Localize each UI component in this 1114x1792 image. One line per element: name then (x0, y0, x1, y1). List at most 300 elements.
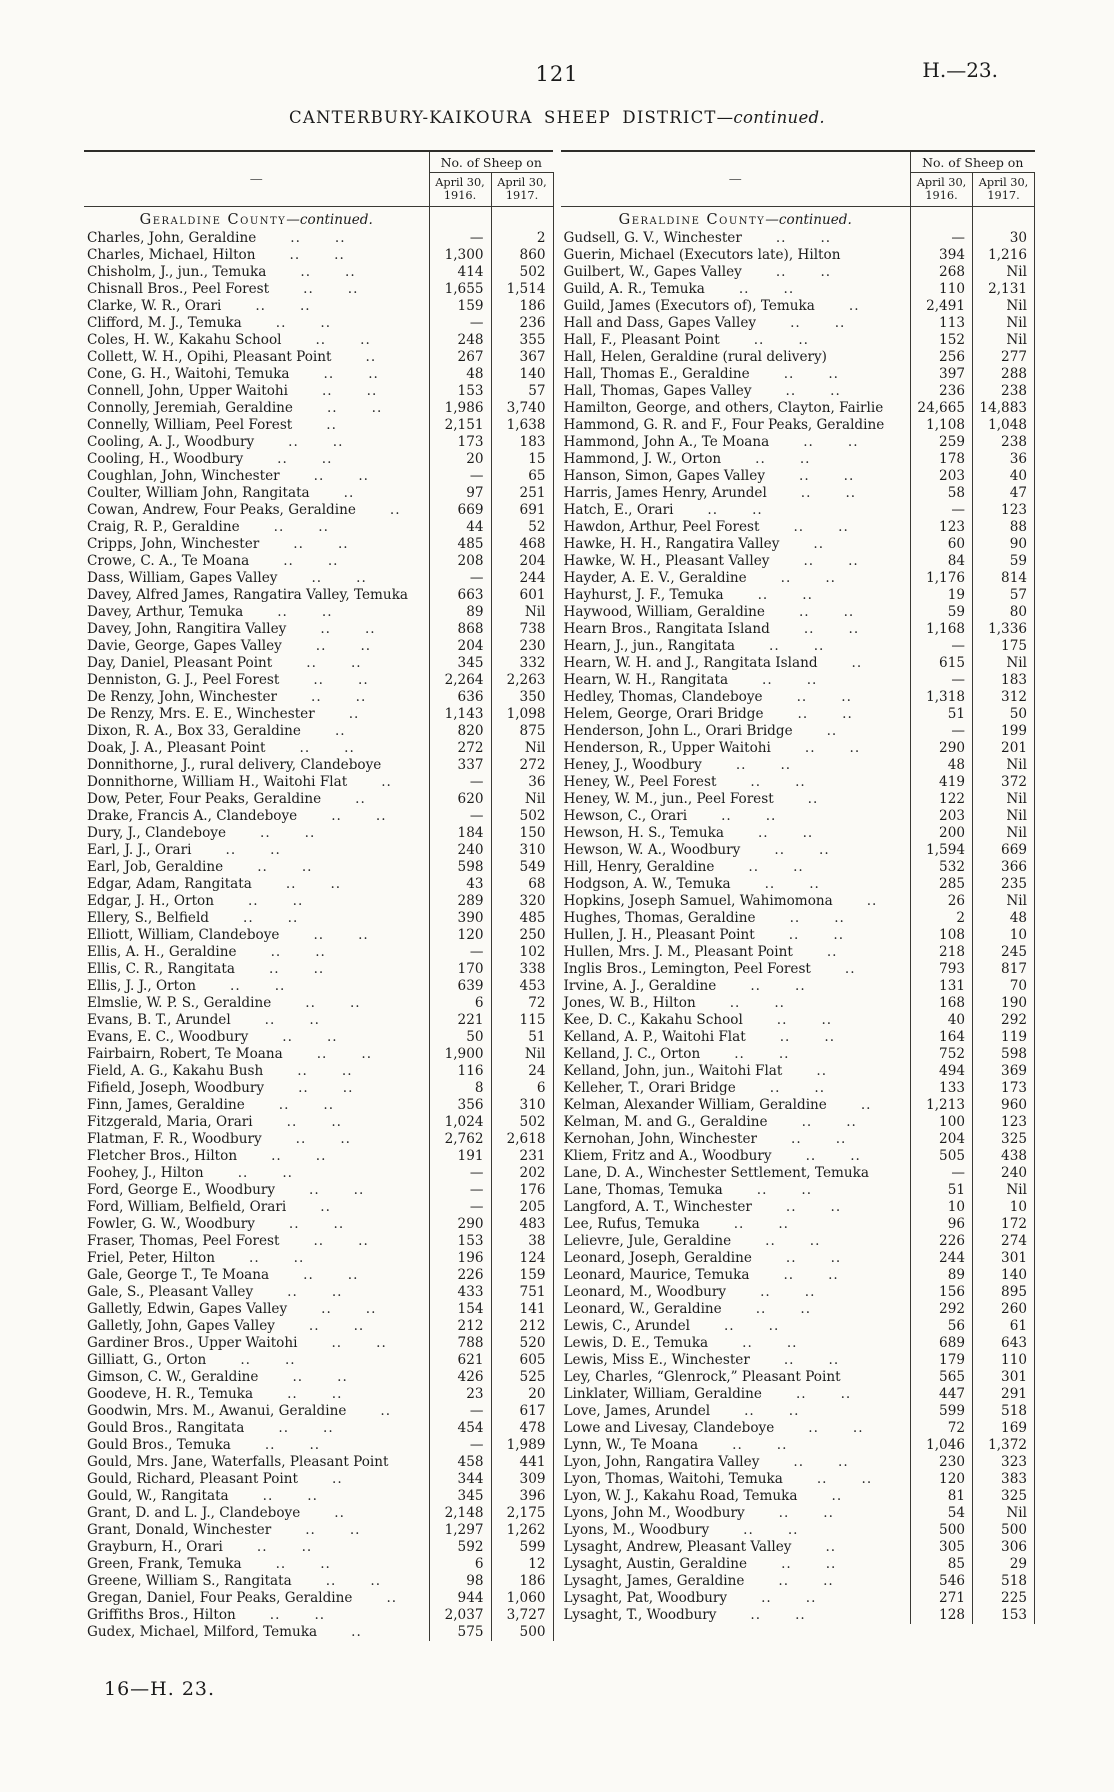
sheep-1916-cell: 100 (911, 1114, 973, 1131)
leader-dots: .. (707, 502, 719, 518)
owner-name-cell: Fowler, G. W., Woodbury .. .. (87, 1216, 345, 1232)
owner-name-cell: Hodgson, A. W., Temuka .. .. (563, 876, 820, 892)
sheep-1917-cell: 30 (973, 230, 1035, 247)
leader-dots: .. (326, 400, 338, 416)
column-header-1917: April 30, 1917. (491, 173, 553, 207)
owner-name-cell: Hearn, W. H. and J., Rangitata Island .. (563, 655, 863, 671)
leader-dots: .. (852, 1420, 864, 1436)
sheep-1916-cell: 1,594 (911, 842, 973, 859)
owner-name-cell: Galletly, John, Gapes Valley .. .. (87, 1318, 365, 1334)
sheep-1917-cell: 2,618 (491, 1131, 553, 1148)
sheep-1917-cell: 52 (491, 519, 553, 536)
owner-name-cell: Fifield, Joseph, Woodbury .. .. (87, 1080, 354, 1096)
sheep-1916-cell: 820 (429, 723, 491, 740)
sheep-1917-cell: 520 (491, 1335, 553, 1352)
leader-dots: .. (861, 1471, 873, 1487)
sheep-1916-cell: 2,037 (429, 1607, 491, 1624)
leader-dots: .. (311, 570, 323, 586)
leader-dots: .. (275, 1556, 287, 1572)
leader-dots: .. (271, 1148, 282, 1164)
column-header-1917: April 30, 1917. (973, 173, 1035, 207)
leader-dots: .. (274, 978, 286, 994)
leader-dots: .. (729, 995, 741, 1011)
leader-dots: .. (799, 468, 810, 484)
sheep-1917-cell: 172 (973, 1216, 1035, 1233)
leader-dots: .. (793, 859, 804, 875)
owner-name-cell: Davey, John, Rangitira Valley .. .. (87, 621, 376, 637)
table-row (561, 417, 1035, 434)
leader-dots: .. (356, 570, 367, 586)
sheep-1916-cell: 168 (911, 995, 973, 1012)
table-row (84, 808, 553, 825)
leader-dots: .. (803, 434, 814, 450)
leader-dots: .. (845, 485, 857, 501)
owner-name-cell: Fairbairn, Robert, Te Moana .. .. (87, 1046, 373, 1062)
table-row (84, 1012, 553, 1029)
sheep-1916-cell: 285 (911, 876, 973, 893)
owner-name-cell: Davey, Arthur, Temuka .. .. (87, 604, 333, 620)
table-row (561, 264, 1035, 281)
sheep-1916-cell: 51 (911, 1182, 973, 1199)
table-row (84, 468, 553, 485)
owner-name-cell: Kelland, John, jun., Waitohi Flat .. (563, 1063, 828, 1079)
leader-dots: .. (273, 519, 285, 535)
table-row (84, 1318, 553, 1335)
sheep-1916-cell: 256 (911, 349, 973, 366)
sheep-1916-cell: 154 (429, 1301, 491, 1318)
leader-dots: .. (761, 1590, 772, 1606)
leader-dots: .. (779, 1029, 791, 1045)
owner-name-cell: Hatch, E., Orari .. .. (563, 502, 763, 518)
sheep-1917-cell: 453 (491, 978, 553, 995)
table-row (84, 587, 553, 604)
leader-dots: .. (765, 1233, 776, 1249)
sheep-1916-cell: 26 (911, 893, 973, 910)
leader-dots: .. (743, 1522, 754, 1538)
sheep-1916-cell: 1,655 (429, 281, 491, 298)
owner-name-cell: Guilbert, W., Gapes Valley .. .. (563, 264, 832, 280)
sheep-1916-cell: 240 (429, 842, 491, 859)
leader-dots: .. (820, 230, 832, 246)
table-row (84, 1607, 553, 1624)
table-row (84, 791, 553, 808)
leader-dots: .. (370, 1573, 382, 1589)
owner-name-cell: Lewis, C., Arundel .. .. (563, 1318, 780, 1334)
owner-name-cell: Gould, Richard, Pleasant Point .. (87, 1471, 343, 1487)
table-row (84, 1148, 553, 1165)
leader-dots: .. (304, 825, 316, 841)
leader-dots: .. (299, 740, 311, 756)
table-row (561, 1539, 1035, 1556)
leader-dots: .. (287, 1386, 298, 1402)
sheep-1917-cell: 860 (491, 247, 553, 264)
table-row (84, 1131, 553, 1148)
sheep-1916-cell: 356 (429, 1097, 491, 1114)
leader-dots: .. (293, 1250, 305, 1266)
table-row (561, 366, 1035, 383)
leader-dots: .. (800, 1301, 812, 1317)
leader-dots: .. (750, 774, 762, 790)
leader-dots: .. (351, 1624, 362, 1640)
leader-dots: .. (778, 1216, 790, 1232)
owner-name-cell: Cooling, H., Woodbury .. .. (87, 451, 333, 467)
owner-name-cell: Green, Frank, Temuka .. .. (87, 1556, 331, 1572)
owner-name-cell: Lyon, W. J., Kakahu Road, Temuka .. (563, 1488, 843, 1504)
owner-name-cell: Ley, Charles, “Glenrock,” Pleasant Point (563, 1369, 841, 1385)
owner-name-cell: Guerin, Michael (Executors late), Hilton (563, 247, 841, 263)
sheep-1916-cell: 97 (429, 485, 491, 502)
leader-dots: .. (803, 621, 815, 637)
owner-name-cell: Gould Bros., Rangitata .. .. (87, 1420, 334, 1436)
owner-name-cell: Ellis, C. R., Rangitata .. .. (87, 961, 325, 977)
sheep-1917-cell: 383 (973, 1471, 1035, 1488)
owner-name-cell: Lysaght, James, Geraldine .. .. (563, 1573, 834, 1589)
sheep-1917-cell: 312 (973, 689, 1035, 706)
owner-name-cell: Hall and Dass, Gapes Valley .. .. (563, 315, 846, 331)
owner-name-cell: Connolly, Jeremiah, Geraldine .. .. (87, 400, 383, 416)
table-row (84, 1454, 553, 1471)
leader-dots: .. (293, 536, 304, 552)
leader-dots: .. (389, 502, 401, 518)
table-row (84, 298, 553, 315)
sheep-1917-cell: 50 (973, 706, 1035, 723)
sheep-1917-cell: 441 (491, 1454, 553, 1471)
sheep-1916-cell: 226 (429, 1267, 491, 1284)
leader-dots: .. (821, 1012, 833, 1028)
sheep-1916-cell: 226 (911, 1233, 973, 1250)
sheep-1916-cell: 2,151 (429, 417, 491, 434)
sheep-1917-cell: 599 (491, 1539, 553, 1556)
owner-name-cell: Donnithorne, William H., Waitohi Flat .. (87, 774, 392, 790)
leader-dots: .. (732, 1437, 743, 1453)
owner-name-cell: Gale, S., Pleasant Valley .. .. (87, 1284, 343, 1300)
table-row (84, 1590, 553, 1607)
table-row (561, 587, 1035, 604)
leader-dots: .. (366, 383, 378, 399)
table-row (84, 264, 553, 281)
leader-dots: .. (830, 383, 841, 399)
sheep-1916-cell: 184 (429, 825, 491, 842)
sheep-1917-cell: 29 (973, 1556, 1035, 1573)
owner-name-cell: Harris, James Henry, Arundel .. .. (563, 485, 857, 501)
leader-dots: .. (331, 808, 342, 824)
leader-dots: .. (315, 332, 327, 348)
table-row (561, 1182, 1035, 1199)
table-row (84, 485, 553, 502)
sheep-1916-cell: 58 (911, 485, 973, 502)
owner-name-cell: Lyon, Thomas, Waitohi, Temuka .. .. (563, 1471, 873, 1487)
leader-dots: .. (834, 910, 845, 926)
leader-dots: .. (778, 1046, 790, 1062)
table-row (561, 689, 1035, 706)
sheep-1917-cell: 1,060 (491, 1590, 553, 1607)
owner-name-cell: Lyons, M., Woodbury .. .. (563, 1522, 799, 1538)
sheep-1916-cell: 868 (429, 621, 491, 638)
sheep-1916-cell: 575 (429, 1624, 491, 1641)
table-row (84, 825, 553, 842)
sheep-1917-cell: 40 (973, 468, 1035, 485)
sheep-1916-cell: 204 (429, 638, 491, 655)
leader-dots: .. (256, 1539, 268, 1555)
table-row (561, 604, 1035, 621)
sheep-1916-cell: 414 (429, 264, 491, 281)
table-row (84, 1539, 553, 1556)
column-header-1916: April 30, 1916. (911, 173, 973, 207)
sheep-1916-cell: — (911, 502, 973, 519)
leader-dots: .. (825, 1556, 837, 1572)
sheep-1917-cell: 199 (973, 723, 1035, 740)
sheep-1916-cell: 153 (429, 1233, 491, 1250)
table-row (561, 1454, 1035, 1471)
leader-dots: .. (835, 1131, 847, 1147)
table-row (561, 893, 1035, 910)
owner-name-cell: Connelly, William, Peel Forest .. (87, 417, 337, 433)
sheep-1916-cell: 454 (429, 1420, 491, 1437)
leader-dots: .. (847, 434, 859, 450)
sheep-1916-cell: 290 (429, 1216, 491, 1233)
sheep-1916-cell: 120 (911, 1471, 973, 1488)
sheep-1916-cell: 788 (429, 1335, 491, 1352)
owner-name-cell: Hayhurst, J. F., Temuka .. .. (563, 587, 813, 603)
leader-dots: .. (358, 468, 369, 484)
leader-dots: .. (734, 1046, 745, 1062)
table-row (561, 757, 1035, 774)
sheep-1916-cell: 390 (429, 910, 491, 927)
leader-dots: .. (380, 1403, 392, 1419)
owner-name-cell: Cowan, Andrew, Four Peaks, Geraldine .. (87, 502, 401, 518)
sheep-1917-cell: 500 (973, 1522, 1035, 1539)
sheep-1916-cell: 40 (911, 1012, 973, 1029)
sheep-1917-cell: 68 (491, 876, 553, 893)
owner-name-cell: Gould, W., Rangitata .. .. (87, 1488, 318, 1504)
sheep-1917-cell: 61 (973, 1318, 1035, 1335)
owner-name-cell: Gimson, C. W., Geraldine .. .. (87, 1369, 348, 1385)
sheep-1916-cell: — (429, 1182, 491, 1199)
table-row (561, 1012, 1035, 1029)
leader-dots: .. (798, 332, 809, 348)
leader-dots: .. (776, 1437, 788, 1453)
table-row (561, 808, 1035, 825)
leader-dots: .. (365, 1301, 377, 1317)
leader-dots: .. (721, 808, 732, 824)
leader-dots: .. (830, 1250, 842, 1266)
owner-name-cell: Cripps, John, Winchester .. .. (87, 536, 349, 552)
table-row (561, 1352, 1035, 1369)
leader-dots: .. (347, 1267, 359, 1283)
sheep-1917-cell: 72 (491, 995, 553, 1012)
leader-dots: .. (788, 927, 800, 943)
leader-dots: .. (744, 1403, 755, 1419)
owner-name-cell: Coulter, William John, Rangitata .. (87, 485, 355, 501)
owner-name-cell: Charles, Michael, Hilton .. .. (87, 247, 345, 263)
sheep-1917-cell: 183 (973, 672, 1035, 689)
leader-dots: .. (326, 417, 337, 433)
table-row (561, 1420, 1035, 1437)
leader-dots: .. (314, 1607, 326, 1623)
leader-dots: .. (785, 1199, 797, 1215)
owner-name-cell: Hall, Thomas, Gapes Valley .. .. (563, 383, 841, 399)
sheep-1916-cell: 620 (429, 791, 491, 808)
owner-name-cell: Kernohan, John, Winchester .. .. (563, 1131, 847, 1147)
leader-dots: .. (308, 1318, 320, 1334)
table-row (84, 383, 553, 400)
table-row (84, 1420, 553, 1437)
sheep-1917-cell: 251 (491, 485, 553, 502)
owner-name-cell: Doak, J. A., Pleasant Point .. .. (87, 740, 355, 756)
leader-dots: .. (344, 740, 355, 756)
sheep-1917-cell: 814 (973, 570, 1035, 587)
table-row (84, 893, 553, 910)
sheep-1917-cell: 110 (973, 1352, 1035, 1369)
owner-name-cell: Dass, William, Gapes Valley .. .. (87, 570, 367, 586)
leader-dots: .. (748, 859, 760, 875)
sheep-1917-cell: 10 (973, 1199, 1035, 1216)
sheep-1917-cell: 277 (973, 349, 1035, 366)
sheep-1917-cell: 235 (973, 876, 1035, 893)
sheep-1917-cell: Nil (973, 655, 1035, 672)
table-row (84, 995, 553, 1012)
leader-dots: .. (783, 1267, 795, 1283)
owner-name-cell: Lysaght, Andrew, Pleasant Valley .. (563, 1539, 837, 1555)
sheep-1917-cell: 478 (491, 1420, 553, 1437)
table-row (84, 1369, 553, 1386)
table-row (84, 1199, 553, 1216)
owner-name-cell: Drake, Francis A., Clandeboye .. .. (87, 808, 387, 824)
sheep-1917-cell: 525 (491, 1369, 553, 1386)
leader-dots: .. (850, 1148, 861, 1164)
leader-dots: .. (283, 553, 294, 569)
sheep-1917-cell: 140 (491, 366, 553, 383)
sheep-1916-cell: 204 (911, 1131, 973, 1148)
sheep-1917-cell: 80 (973, 604, 1035, 621)
owner-name-cell: Guild, James (Executors of), Temuka .. (563, 298, 860, 314)
leader-dots: .. (828, 366, 839, 382)
leader-dots: .. (750, 1607, 762, 1623)
leader-dots: .. (309, 1437, 321, 1453)
sheep-1917-cell: 1,514 (491, 281, 553, 298)
sheep-1916-cell: 96 (911, 1216, 973, 1233)
sheep-1917-cell: 240 (973, 1165, 1035, 1182)
leader-dots: .. (321, 1301, 332, 1317)
leader-dots: .. (323, 366, 335, 382)
table-row (84, 1488, 553, 1505)
leader-dots: .. (800, 485, 812, 501)
leader-dots: .. (320, 1199, 331, 1215)
sheep-1917-cell: 204 (491, 553, 553, 570)
table-row (561, 1522, 1035, 1539)
table-row (84, 536, 553, 553)
sheep-1917-cell: 669 (973, 842, 1035, 859)
sheep-1917-cell: 57 (491, 383, 553, 400)
sheep-1917-cell: 332 (491, 655, 553, 672)
leader-dots: .. (798, 604, 810, 620)
table-row (84, 1573, 553, 1590)
table-row (561, 502, 1035, 519)
sheep-1916-cell: 152 (911, 332, 973, 349)
owner-name-cell: Hewson, C., Orari .. .. (563, 808, 777, 824)
sheep-1917-cell: 59 (973, 553, 1035, 570)
table-row (84, 1284, 553, 1301)
sheep-1916-cell: 752 (911, 1046, 973, 1063)
table-row (84, 978, 553, 995)
sheep-1916-cell: 10 (911, 1199, 973, 1216)
sheep-1917-cell: 238 (973, 383, 1035, 400)
leader-dots: .. (830, 1199, 842, 1215)
sheep-1916-cell: 89 (911, 1267, 973, 1284)
owner-name-cell: Hearn, W. H., Rangitata .. .. (563, 672, 818, 688)
owner-name-cell: Kelland, A. P., Waitohi Flat .. .. (563, 1029, 836, 1045)
owner-name-cell: Elmslie, W. P. S., Geraldine .. .. (87, 995, 361, 1011)
leader-dots: .. (805, 1590, 817, 1606)
sheep-1917-cell: 438 (973, 1148, 1035, 1165)
leader-dots: .. (289, 247, 301, 263)
owner-name-cell: Clarke, W. R., Orari .. .. (87, 298, 311, 314)
table-row (84, 1437, 553, 1454)
sheep-1916-cell: 173 (429, 434, 491, 451)
leader-dots: .. (781, 1556, 792, 1572)
sheep-1917-cell: 159 (491, 1267, 553, 1284)
owner-name-cell: Langford, A. T., Winchester .. .. (563, 1199, 842, 1215)
sheep-1916-cell: 565 (911, 1369, 973, 1386)
sheep-1917-cell: 140 (973, 1267, 1035, 1284)
owner-name-cell: Leonard, M., Woodbury .. .. (563, 1284, 816, 1300)
owner-name-cell: Lane, D. A., Winchester Settlement, Temuka (563, 1165, 869, 1181)
owner-name-cell: Kelland, J. C., Orton .. .. (563, 1046, 790, 1062)
sheep-1917-cell: Nil (973, 1182, 1035, 1199)
sheep-1916-cell: 153 (429, 383, 491, 400)
sheep-1917-cell: 212 (491, 1318, 553, 1335)
sheep-1917-cell: 601 (491, 587, 553, 604)
sheep-1917-cell: 6 (491, 1080, 553, 1097)
sheep-1916-cell: 1,297 (429, 1522, 491, 1539)
owner-name-cell: Hopkins, Joseph Samuel, Wahimomona .. (563, 893, 878, 909)
sheep-1917-cell: 605 (491, 1352, 553, 1369)
table-row (84, 638, 553, 655)
sheep-1917-cell: 70 (973, 978, 1035, 995)
table-row (561, 1148, 1035, 1165)
owner-name-cell: De Renzy, Mrs. E. E., Winchester .. (87, 706, 360, 722)
leader-dots: .. (255, 298, 266, 314)
owner-name-cell: Griffiths Bros., Hilton .. .. (87, 1607, 326, 1623)
leader-dots: .. (327, 553, 339, 569)
owner-name-cell: Dixon, R. A., Box 33, Geraldine .. (87, 723, 346, 739)
sheep-1917-cell: Nil (973, 893, 1035, 910)
leader-dots: .. (299, 298, 311, 314)
owner-name-cell: Lyon, John, Rangatira Valley .. .. (563, 1454, 849, 1470)
leader-dots: .. (360, 638, 372, 654)
table-row (561, 1216, 1035, 1233)
sheep-1917-cell: 738 (491, 621, 553, 638)
district-title-text: CANTERBURY-KAIKOURA SHEEP DISTRICT (289, 108, 717, 127)
sheep-1917-cell: 1,336 (973, 621, 1035, 638)
sheep-1916-cell: — (429, 1437, 491, 1454)
leader-dots: .. (337, 536, 349, 552)
sheep-1917-cell: 115 (491, 1012, 553, 1029)
sheep-1916-cell: 458 (429, 1454, 491, 1471)
leader-dots: .. (769, 1080, 781, 1096)
leader-dots: .. (819, 842, 830, 858)
leader-dots: .. (243, 910, 254, 926)
owner-name-cell: Goodwin, Mrs. M., Awanui, Geraldine .. (87, 1403, 392, 1419)
leader-dots: .. (311, 689, 322, 705)
sheep-1917-cell: Nil (973, 825, 1035, 842)
owner-name-cell: Lynn, W., Te Moana .. .. (563, 1437, 788, 1453)
leader-dots: .. (355, 689, 367, 705)
sheep-1917-cell: 36 (973, 451, 1035, 468)
sheep-count-group-header: No. of Sheep on (911, 151, 1035, 173)
leader-dots: .. (285, 876, 297, 892)
sheep-1916-cell: 1,300 (429, 247, 491, 264)
